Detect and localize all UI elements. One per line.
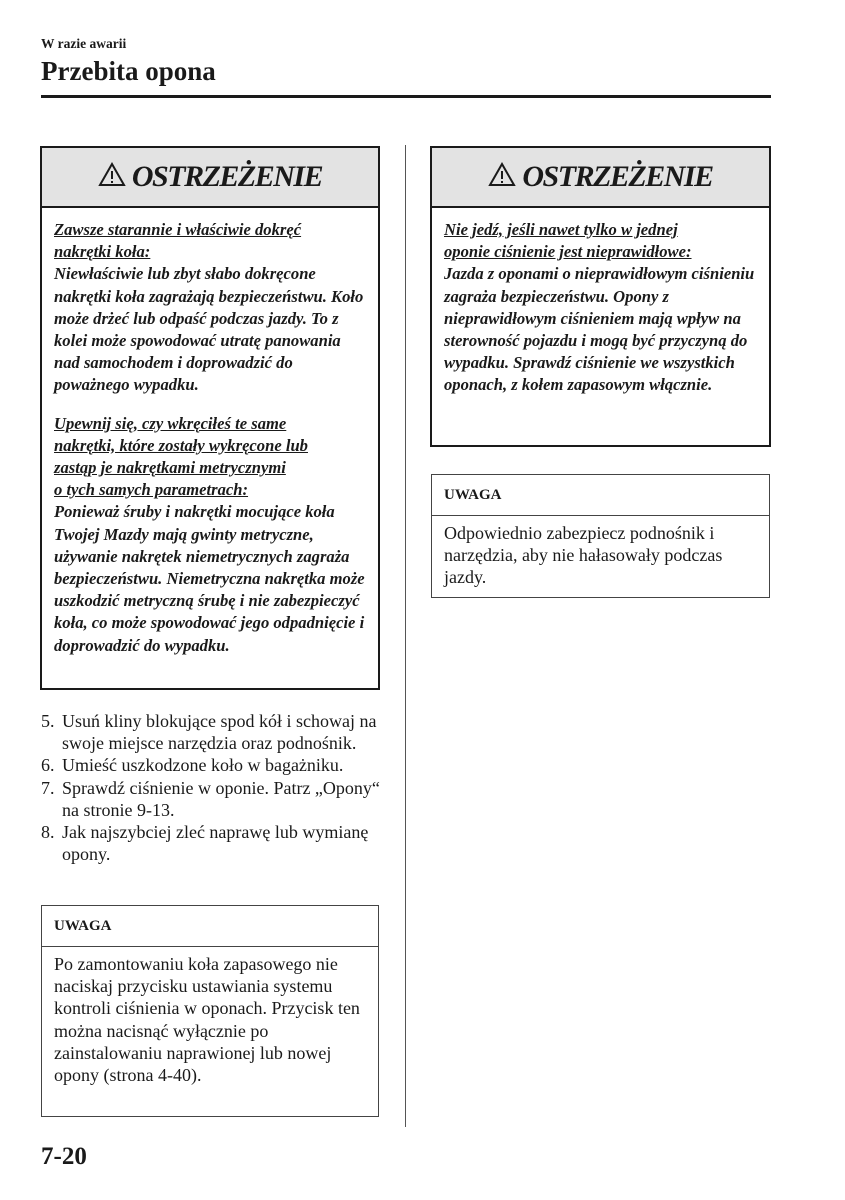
warning-heading: nakrętki koła: [54, 242, 151, 262]
list-item [41, 777, 396, 821]
page-number: 7-20 [41, 1143, 87, 1170]
warning-heading: Upewnij się, czy wkręciłeś te same [54, 413, 287, 433]
note-text: Odpowiednio zabezpiecz podnośnik i narzędzia, aby nie hałasowały podczas jazdy. [444, 523, 723, 588]
warning-box-left [40, 146, 380, 690]
column-divider [405, 145, 406, 1127]
warning-text: Niewłaściwie lub zbyt słabo dokręcone nakrętki koła zagrażają bezpieczeństwu. Koło może drżeć lub odpaść podczas jazdy. To z kolei może spowodować utratę panowania nad samochodem i doprowadzić do poważnego wypadku. [54, 264, 364, 395]
note-title: UWAGA [432, 475, 769, 516]
warning-box-right [430, 146, 771, 447]
warning-paragraph [444, 219, 757, 397]
step-text: Sprawdź ciśnienie w oponie. Patrz „Opony“ na stronie 9-13. [62, 777, 380, 820]
note-title: UWAGA [42, 906, 378, 947]
section-label: W razie awarii [41, 36, 127, 51]
list-item [41, 821, 396, 865]
warning-header [42, 148, 378, 208]
step-text: Usuń kliny blokujące spod kół i schowaj na swoje miejsce narzędzia oraz podnośnik. [62, 711, 377, 754]
warning-heading: zastąp je nakrętkami metrycznymi [54, 458, 286, 478]
step-text: Umieść uszkodzone koło w bagażniku. [62, 755, 344, 776]
list-item [41, 710, 396, 754]
steps-list [41, 710, 396, 865]
warning-paragraph-2 [54, 413, 366, 657]
warning-triangle-icon [98, 162, 126, 192]
warning-title: OSTRZEŻENIE [522, 160, 713, 193]
warning-heading: Nie jedź, jeśli nawet tylko w jednej [444, 220, 678, 239]
warning-header [432, 148, 769, 208]
note-text: Po zamontowaniu koła zapasowego nie naciskaj przycisku ustawiania systemu kontroli ciśnienia w oponach. Przycisk ten można nacisnąć wyłącznie po zainstalowaniu naprawionej lub nowej opony (strona 4-40). [54, 954, 360, 1086]
step-number: 8. [41, 822, 55, 843]
warning-title: OSTRZEŻENIE [131, 160, 323, 193]
note-box-left [41, 905, 379, 1117]
warning-text: Ponieważ śruby i nakrętki mocujące koła Twojej Mazdy mają gwinty metryczne, używanie nakrętek niemetrycznych zagraża bezpieczeństwu. Niemetryczna nakrętka może uszkodzić metryczną śrubę i nie zabezpieczyć koła, co może spowodować jego odpadnięcie i doprowadzić do wypadku. [54, 502, 365, 655]
step-number: 7. [41, 777, 55, 798]
warning-body [42, 208, 378, 665]
note-box-right [431, 474, 770, 598]
warning-triangle-icon [488, 162, 516, 192]
warning-text: Jazda z oponami o nieprawidłowym ciśnieniu zagraża bezpieczeństwu. Opony z nieprawidłowym ciśnieniem mają wpływ na sterowność pojazdu i mogą być przyczyną do wypadku. Sprawdź ciśnienie we wszystkich oponach, z kołem zapasowym włącznie. [444, 264, 755, 395]
warning-heading: oponie ciśnienie jest nieprawidłowe: [444, 242, 692, 262]
list-item [41, 754, 396, 776]
warning-body [432, 208, 769, 405]
warning-heading: nakrętki, które zostały wykręcone lub [54, 435, 308, 455]
warning-heading: Zawsze starannie i właściwie dokręć [54, 220, 302, 239]
step-text: Jak najszybciej zleć naprawę lub wymianę opony. [62, 822, 369, 865]
title-rule [41, 95, 771, 98]
warning-paragraph-1 [54, 219, 366, 397]
step-number: 6. [41, 755, 55, 776]
page-title: Przebita opona [41, 56, 216, 86]
warning-heading: o tych samych parametrach: [54, 480, 249, 500]
step-number: 5. [41, 711, 55, 731]
